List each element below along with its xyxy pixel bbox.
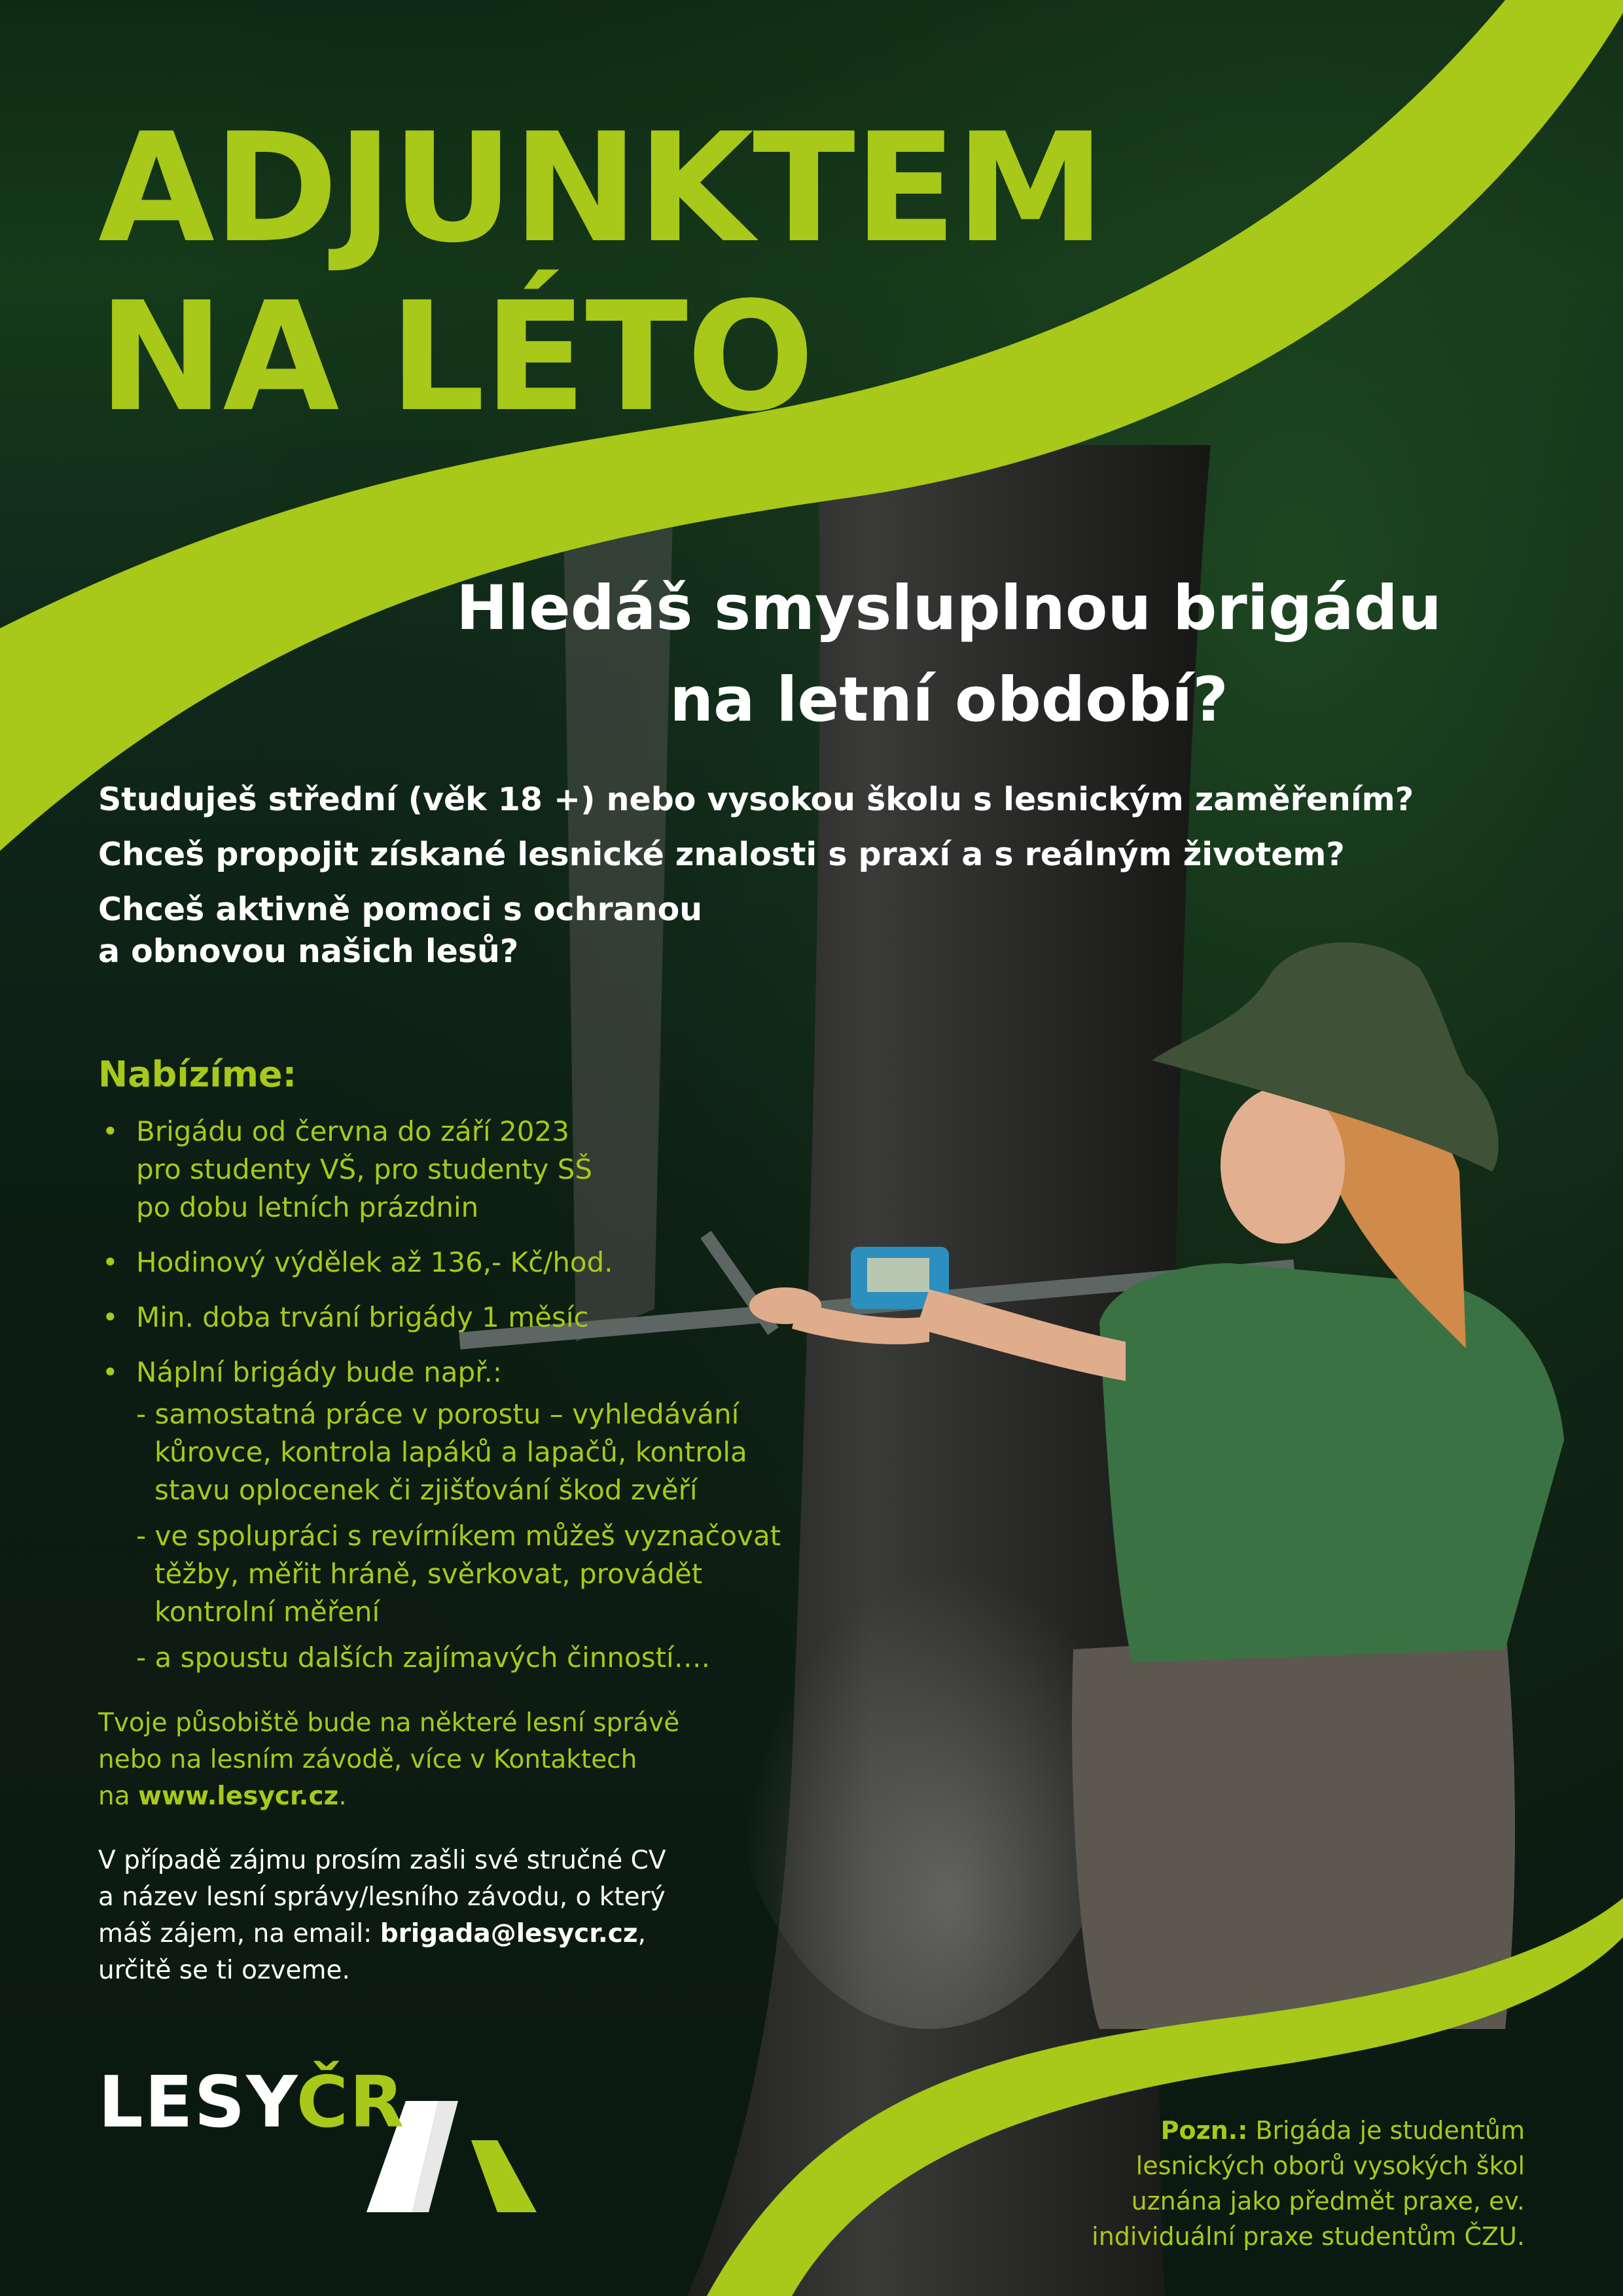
note-line-2: lesnických oborů vysokých škol — [1135, 2151, 1525, 2180]
contact-line-1: V případě zájmu prosím zašli své stručné CV — [98, 1846, 666, 1875]
offer-text: Brigádu od června do září 2023 — [136, 1115, 569, 1147]
note-line-1: Brigáda je studentům — [1247, 2116, 1525, 2145]
intro-question-2: Chceš propojit získané lesnické znalosti s praxí a s reálným životem? — [98, 836, 1345, 873]
note-line-3: uznána jako předmět praxe, ev. — [1131, 2187, 1525, 2215]
offer-item-tasks — [98, 1354, 818, 1677]
question-line-2: na letní období? — [669, 664, 1228, 736]
headline-line-2: NA LÉTO — [98, 270, 813, 445]
bullet-icon: • — [102, 1356, 118, 1388]
note-line-4: individuální praxe studentům ČZU. — [1092, 2222, 1525, 2251]
email-link[interactable]: brigada@lesycr.cz — [380, 1919, 638, 1948]
headline-line-1: ADJUNKTEM — [98, 101, 1104, 276]
task-item — [136, 1639, 818, 1677]
offer-text: po dobu letních prázdnin — [136, 1191, 479, 1223]
intro-questions — [98, 779, 1414, 973]
task-text: kůrovce, kontrola lapáků a lapačů, kontrola — [154, 1436, 747, 1468]
contact-line-2: a název lesní správy/lesního závodu, o který — [98, 1882, 666, 1912]
offer-heading: Nabízíme: — [98, 1054, 297, 1095]
website-link[interactable]: www.lesycr.cz — [138, 1782, 339, 1811]
offer-item-wage — [98, 1244, 818, 1282]
location-suffix: . — [338, 1782, 347, 1811]
question-line-1: Hledáš smysluplnou brigádu — [456, 573, 1442, 644]
main-question — [366, 563, 1531, 746]
task-item — [136, 1395, 818, 1509]
task-text: kontrolní měření — [154, 1596, 380, 1628]
task-text: - ve spolupráci s revírníkem můžeš vyznačovat — [136, 1520, 781, 1552]
logo-text-cr: ČR — [296, 2062, 406, 2144]
contact-suffix: , — [637, 1919, 646, 1948]
offer-text: Náplní brigády bude např.: — [136, 1356, 503, 1388]
bullet-icon: • — [102, 1301, 118, 1333]
lesy-cr-logo — [98, 2062, 405, 2144]
offer-text: Hodinový výdělek až 136,- Kč/hod. — [136, 1246, 613, 1278]
intro-question-3-line-1: Chceš aktivně pomoci s ochranou — [98, 891, 703, 928]
headline — [98, 101, 1104, 445]
task-item — [136, 1517, 818, 1631]
intro-question-1: Studuješ střední (věk 18 +) nebo vysokou školu s lesnickým zaměřením? — [98, 781, 1414, 818]
offer-text: Min. doba trvání brigády 1 měsíc — [136, 1301, 589, 1333]
offer-item-duration — [98, 1299, 818, 1336]
task-list — [136, 1395, 818, 1677]
location-prefix: na — [98, 1782, 139, 1811]
task-text: - a spoustu dalších zajímavých činností…. — [136, 1641, 711, 1674]
offer-item-period — [98, 1113, 818, 1227]
location-line-1: Tvoje působiště bude na některé lesní správě — [98, 1708, 680, 1738]
task-text: těžby, měřit hráně, svěrkovat, provádět — [154, 1558, 703, 1590]
task-text: stavu oplocenek či zjišťování škod zvěří — [154, 1474, 698, 1506]
bullet-icon: • — [102, 1246, 118, 1278]
intro-question-3-line-2: a obnovou našich lesů? — [98, 933, 519, 970]
contact-prefix: máš zájem, na email: — [98, 1919, 380, 1948]
logo-wordmark — [98, 2062, 405, 2144]
bullet-icon: • — [102, 1115, 118, 1147]
location-line-2: nebo na lesním závodě, více v Kontaktech — [98, 1745, 637, 1774]
task-text: - samostatná práce v porostu – vyhledávání — [136, 1398, 740, 1430]
contact-line-4: určitě se ti ozveme. — [98, 1956, 350, 1985]
offer-list — [98, 1113, 818, 1694]
logo-text-lesy: LESY — [98, 2062, 296, 2144]
contact-info — [98, 1842, 666, 1989]
contact-line-3 — [98, 1916, 666, 1952]
offer-text: pro studenty VŠ, pro studenty SŠ — [136, 1153, 593, 1185]
footnote — [1067, 2113, 1525, 2254]
location-info — [98, 1705, 679, 1815]
note-label: Pozn.: — [1160, 2116, 1248, 2145]
location-line-3 — [98, 1778, 679, 1815]
